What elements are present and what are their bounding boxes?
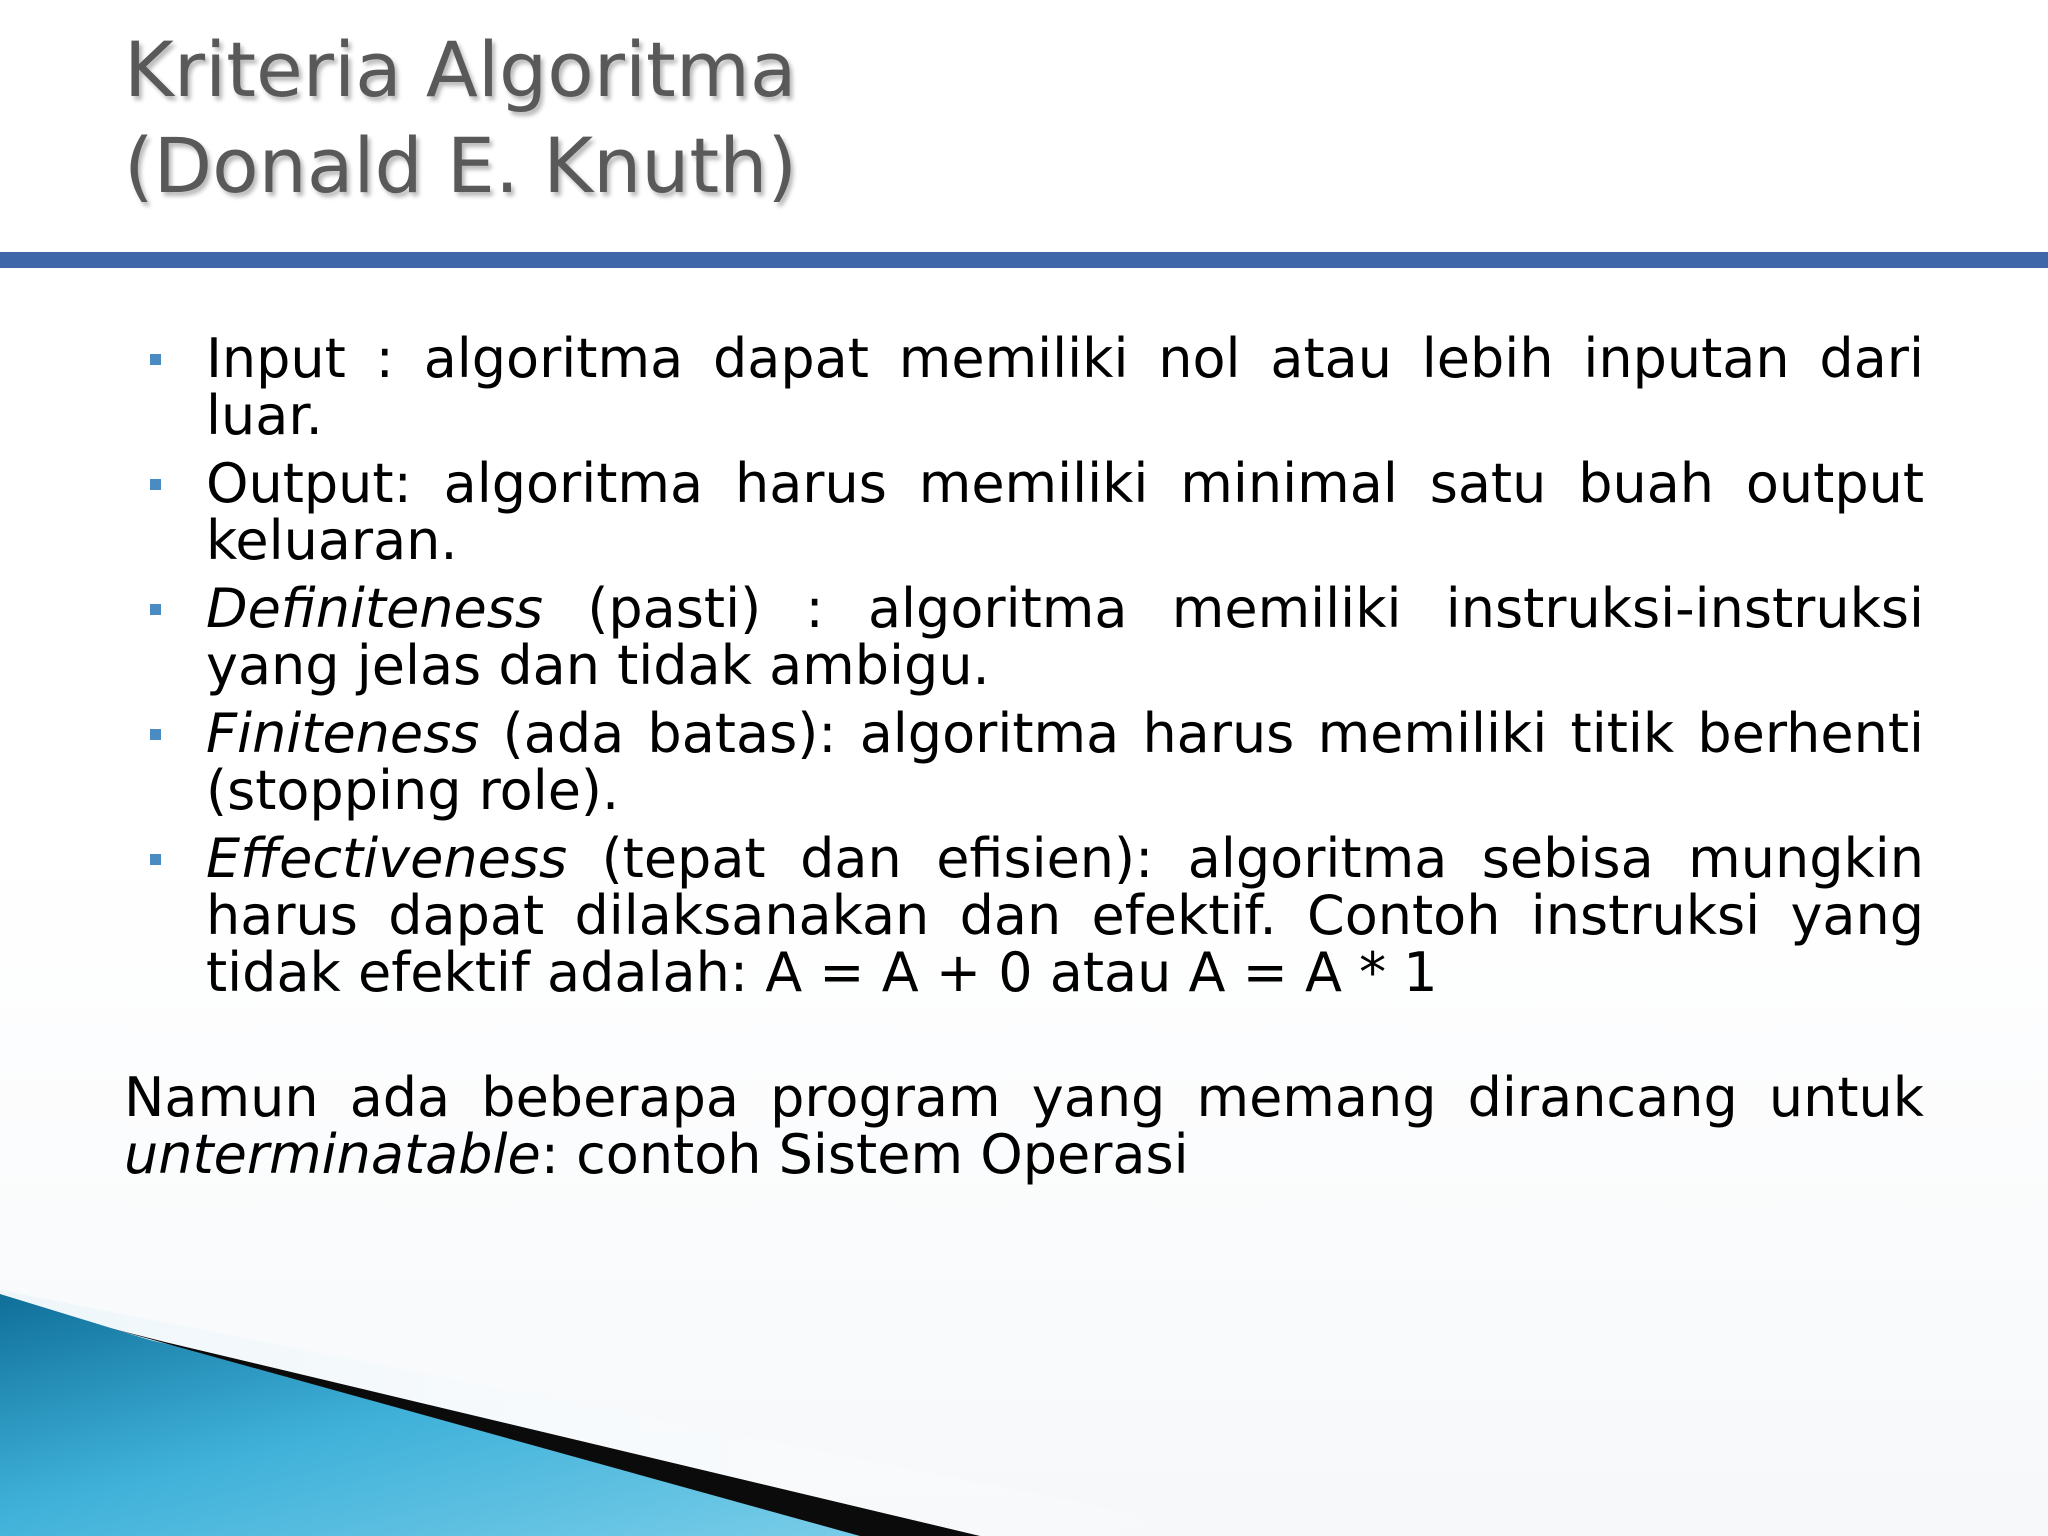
bullet-term: Definiteness — [206, 577, 544, 640]
bullet-text: (ada batas): algoritma harus memiliki titik berhenti (stopping role). — [206, 702, 1924, 822]
bullet-text: (tepat dan efisien): algoritma sebisa mungkin harus dapat dilaksanakan dan efektif. Contoh instruksi yang tidak efektif adalah: A = A + 0 atau A = A * 1 — [206, 827, 1924, 1004]
bullet-text: (pasti) : algoritma memiliki instruksi-instruksi yang jelas dan tidak ambigu. — [206, 577, 1924, 697]
title-line-1: Kriteria Algoritma — [124, 25, 797, 114]
bullet-item-output — [124, 452, 1924, 572]
bullet-term: Finiteness — [206, 702, 480, 765]
bullet-item-input — [124, 327, 1924, 447]
bullet-term: Effectiveness — [206, 827, 568, 890]
decorative-swoosh — [0, 1270, 2048, 1536]
slide-body — [124, 327, 1924, 1186]
bullet-square-icon — [150, 604, 161, 615]
bullet-item-effectiveness — [124, 827, 1924, 1004]
slide-title — [124, 22, 1824, 214]
bullet-square-icon — [150, 854, 161, 865]
closing-text-end: : contoh Sistem Operasi — [540, 1123, 1189, 1186]
title-divider — [0, 252, 2048, 268]
bullet-text: Input : algoritma dapat memiliki nol atau lebih inputan dari luar. — [206, 327, 1924, 447]
bullet-square-icon — [150, 479, 161, 490]
bullet-item-finiteness — [124, 702, 1924, 822]
bullet-text: Output: algoritma harus memiliki minimal satu buah output keluaran. — [206, 452, 1924, 572]
closing-paragraph — [124, 1066, 1924, 1186]
closing-italic-term: unterminatable — [124, 1123, 541, 1186]
closing-text: Namun ada beberapa program yang memang dirancang untuk — [124, 1066, 1924, 1129]
bullet-square-icon — [150, 729, 161, 740]
title-line-2: (Donald E. Knuth) — [124, 121, 798, 210]
bullet-item-definiteness — [124, 577, 1924, 697]
bullet-list — [124, 327, 1924, 1004]
bullet-square-icon — [150, 354, 161, 365]
